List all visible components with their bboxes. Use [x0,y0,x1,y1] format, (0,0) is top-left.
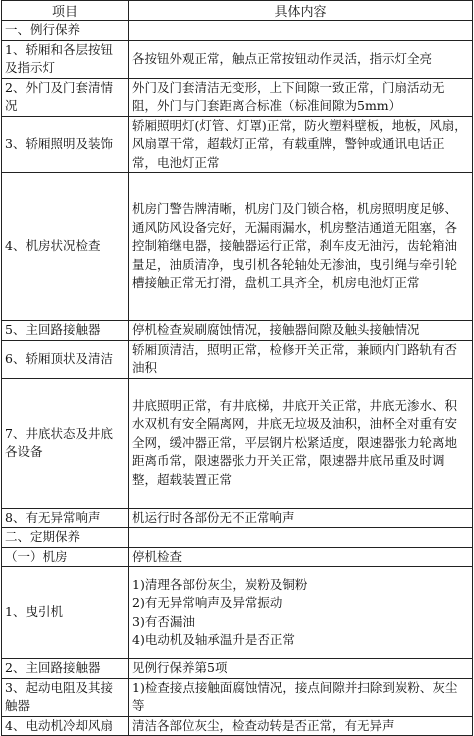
content-cell: 各按钮外观正常，触点正常按钮动作灵活，指示灯全亮 [129,40,473,78]
content-line: 4)电动机及轴承温升是否正常 [132,632,295,647]
table-row [2,567,473,659]
item-cell: 6、轿厢顶状及清洁 [2,340,129,378]
content-line: 1)清理各部份灰尘，炭粉及铜粉 [132,576,308,592]
item-cell: 1、轿厢和各层按钮及指示灯 [2,40,129,78]
subsection-row [2,547,473,567]
item-cell: 4、电动机冷却风扇 [2,716,129,736]
content-cell: 外门及门套清洁无变形，上下间隙一致正常，门扇活动无阻，外门与门套距离合标准（标准间隙为5mm） [129,78,473,116]
item-cell: 2、外门及门套清情况 [2,78,129,116]
table-header-row [2,1,473,21]
header-content: 具体内容 [129,1,473,21]
section-empty [129,528,473,548]
item-cell: 8、有无异常响声 [2,508,129,528]
content-cell [129,567,473,659]
item-cell: 7、井底状态及井底各设备 [2,378,129,508]
section-row [2,21,473,41]
content-line: 3)有否漏油 [132,613,195,629]
subsection-title: （一）机房 [2,547,129,567]
maintenance-table [1,0,473,736]
table-row [2,678,473,716]
section-row [2,528,473,548]
item-cell: 3、起动电阻及其接触器 [2,678,129,716]
item-cell: 5、主回路接触器 [2,321,129,341]
item-cell: 2、主回路接触器 [2,659,129,679]
table-row [2,321,473,341]
table-row [2,378,473,508]
content-cell: 停机检查炭刷腐蚀情况，接触器间隙及触头接触情况 [129,321,473,341]
content-cell: 机运行时各部份无不正常响声 [129,508,473,528]
content-cell: 轿厢顶清洁，照明正常，检修开关正常，兼顾内门路轨有否油积 [129,340,473,378]
table-row [2,659,473,679]
item-cell: 3、轿厢照明及装饰 [2,116,129,173]
section-empty [129,21,473,41]
content-cell: 见例行保养第5项 [129,659,473,679]
content-line: 2)有无异常响声及异常振动 [132,595,283,610]
table-row [2,116,473,173]
content-cell: 1)检查接点接触面腐蚀情况，接点间隙并扫除到炭粉、灰尘等 [129,678,473,716]
table-row [2,78,473,116]
table-row [2,716,473,736]
content-cell: 轿厢照明灯(灯管、灯罩)正常，防火塑料壁板，地板，风扇，风扇罩干常，超载灯正常，有载重牌，警钟或通讯电话正常，电池灯正常 [129,116,473,173]
content-cell: 清洁各部位灰尘，检查动转是否正常，有无异声 [129,716,473,736]
table-row [2,173,473,321]
item-cell: 4、机房状况检查 [2,173,129,321]
section-title: 二、定期保养 [2,528,129,548]
table-row [2,40,473,78]
table-row [2,340,473,378]
content-cell: 井底照明正常，有井底梯，井底开关正常，井底无渗水、积水双机有安全隔离网，井底无垃圾及油积，油杯全对重有安全网，缓冲器正常，平层钢片松紧适度，限速器张力轮离地距离币常，限速器张力开关正常，限速器井底吊重及时调整，超载装置正常 [129,378,473,508]
subsection-content: 停机检查 [129,547,473,567]
table-row [2,508,473,528]
item-cell: 1、曳引机 [2,567,129,659]
section-title: 一、例行保养 [2,21,129,41]
content-cell: 机房门警告牌清晰，机房门及门锁合格，机房照明度足够、通风防风设备完好，无漏雨漏水，机房整洁通道无阻塞，各控制箱继电器，接触器运行正常，刹车皮无油污，齿轮箱油量足，油质清净，曳引机各轮轴处无渗油，曳引绳与牵引轮槽接触正常无打滑，盘机工具齐全，机房电池灯正常 [129,173,473,321]
header-item: 项目 [2,1,129,21]
